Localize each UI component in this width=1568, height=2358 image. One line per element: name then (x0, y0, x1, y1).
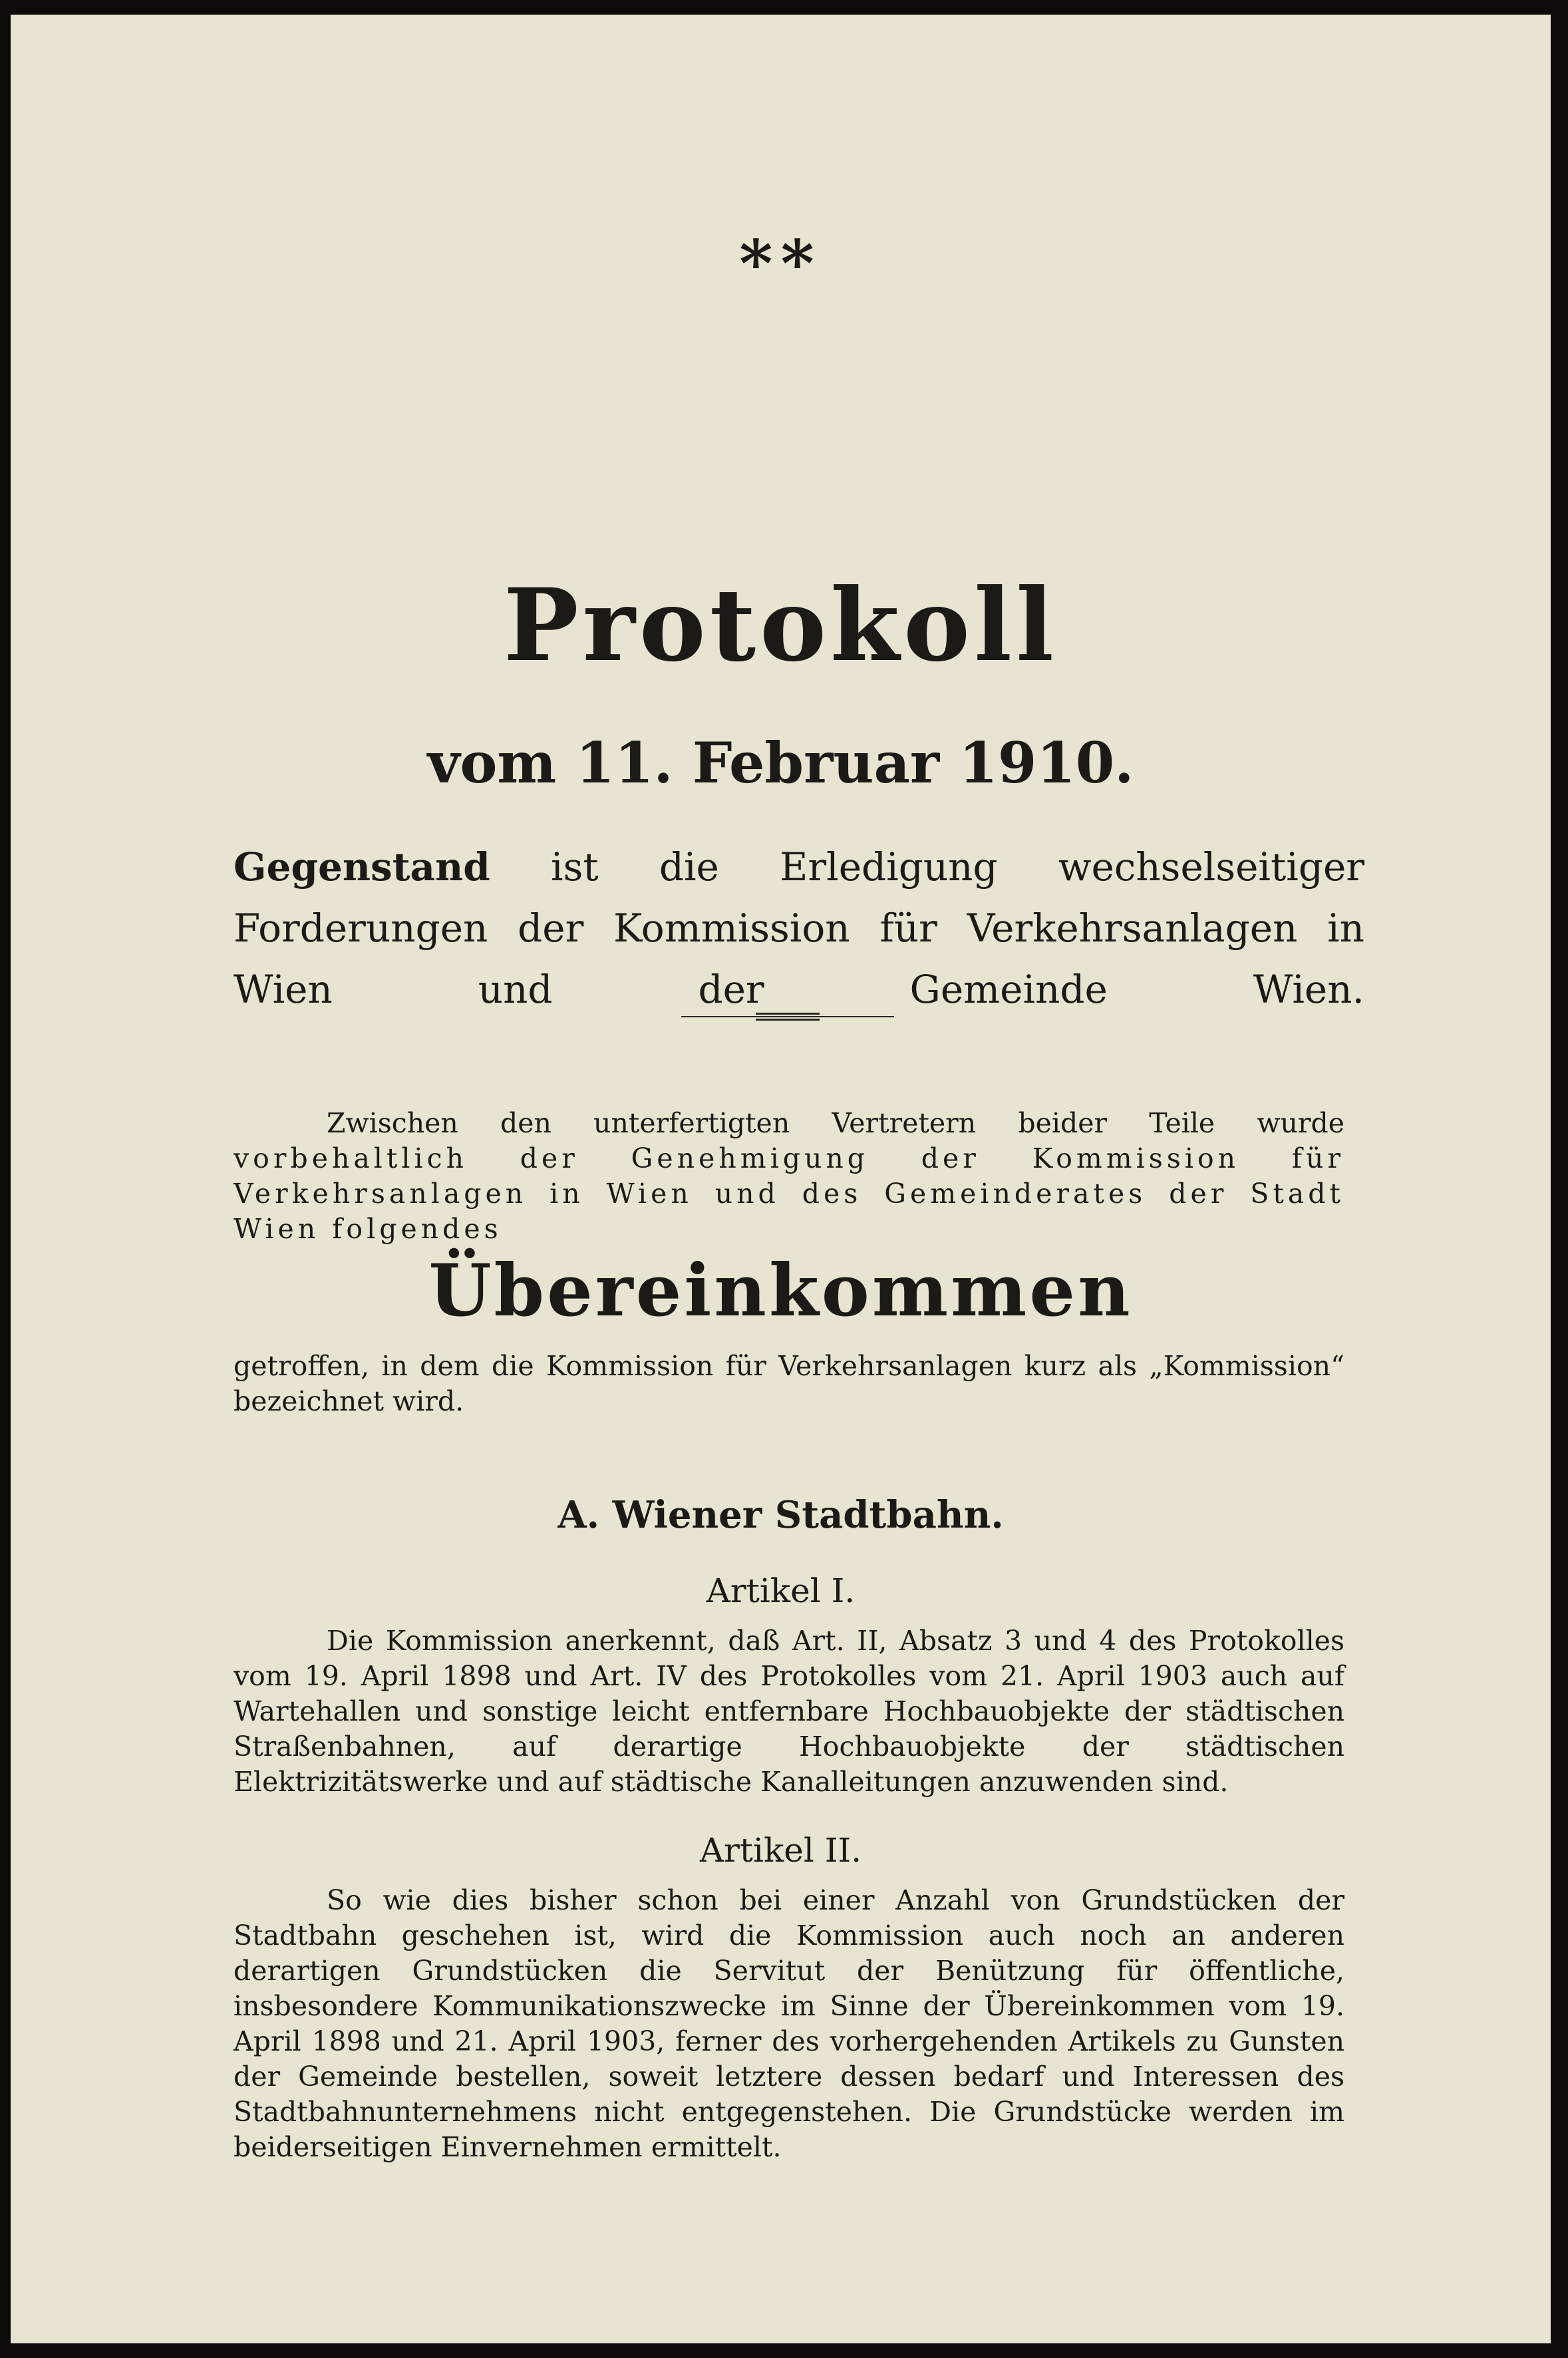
subject-lead: Gegenstand (234, 844, 490, 890)
document-page (11, 15, 1551, 2343)
intro-text-start: Zwischen den unterfertigten Vertretern beider Teile wurde (327, 1107, 1344, 1139)
article-2-text: So wie dies bisher schon bei einer Anzahl von Grundstücken der Stadtbahn geschehen ist, wird die Kommission auch noch an anderen derartigen Grundstücken die Servitut der Benützung für öffentliche, insbesondere Kommunikationszwecke im Sinne der Übereinkommen vom 19. April 1898 und 21. April 1903, ferner des vorhergehenden Artikels zu Gunsten der Gemeinde bestellen, soweit letztere dessen bedarf und Interessen des Stadtbahnunternehmens nicht entgegenstehen. Die Grundstücke werden im beiderseitigen Einvernehmen ermittelt. (234, 1884, 1344, 2163)
subject-statement (234, 836, 1364, 1020)
divider-ornament (756, 1013, 820, 1021)
ornamental-divider (681, 1011, 894, 1023)
agreement-heading: Übereinkommen (428, 1249, 1133, 1333)
intro-text-spaced: vorbehaltlich der Genehmigung der Kommission für Verkehrsanlagen in Wien und des Gemeinderates der Stadt Wien folgendes (234, 1142, 1344, 1245)
agreement-paragraph: getroffen, in dem die Kommission für Verkehrsanlagen kurz als „Kommission“ bezeichnet wird. (234, 1350, 1344, 1417)
section-a-title: A. Wiener Stadtbahn. (557, 1493, 1004, 1537)
subject-text: ist die Erledigung wechselseitiger Forderungen der Kommission für Verkehrsanlagen in Wien und der Gemeinde Wien. (234, 844, 1364, 1012)
article-1-text: Die Kommission anerkennt, daß Art. II, Absatz 3 und 4 des Protokolles vom 19. April 1898 und Art. IV des Protokolles vom 21. April 1903 auch auf Wartehallen und sonstige leicht entfernbare Hochbauobjekte der städtischen Straßenbahnen, auf derartige Hochbauobjekte der städtischen Elektrizitätswerke und auf städtische Kanalleitungen anzuwenden sind. (234, 1625, 1344, 1798)
intro-paragraph (234, 1106, 1344, 1247)
article-1-heading: Artikel I. (706, 1572, 856, 1610)
article-2-heading: Artikel II. (699, 1831, 862, 1870)
document-date: vom 11. Februar 1910. (427, 730, 1134, 796)
page-title: Protokoll (503, 567, 1058, 684)
asterism: ** (739, 226, 822, 301)
